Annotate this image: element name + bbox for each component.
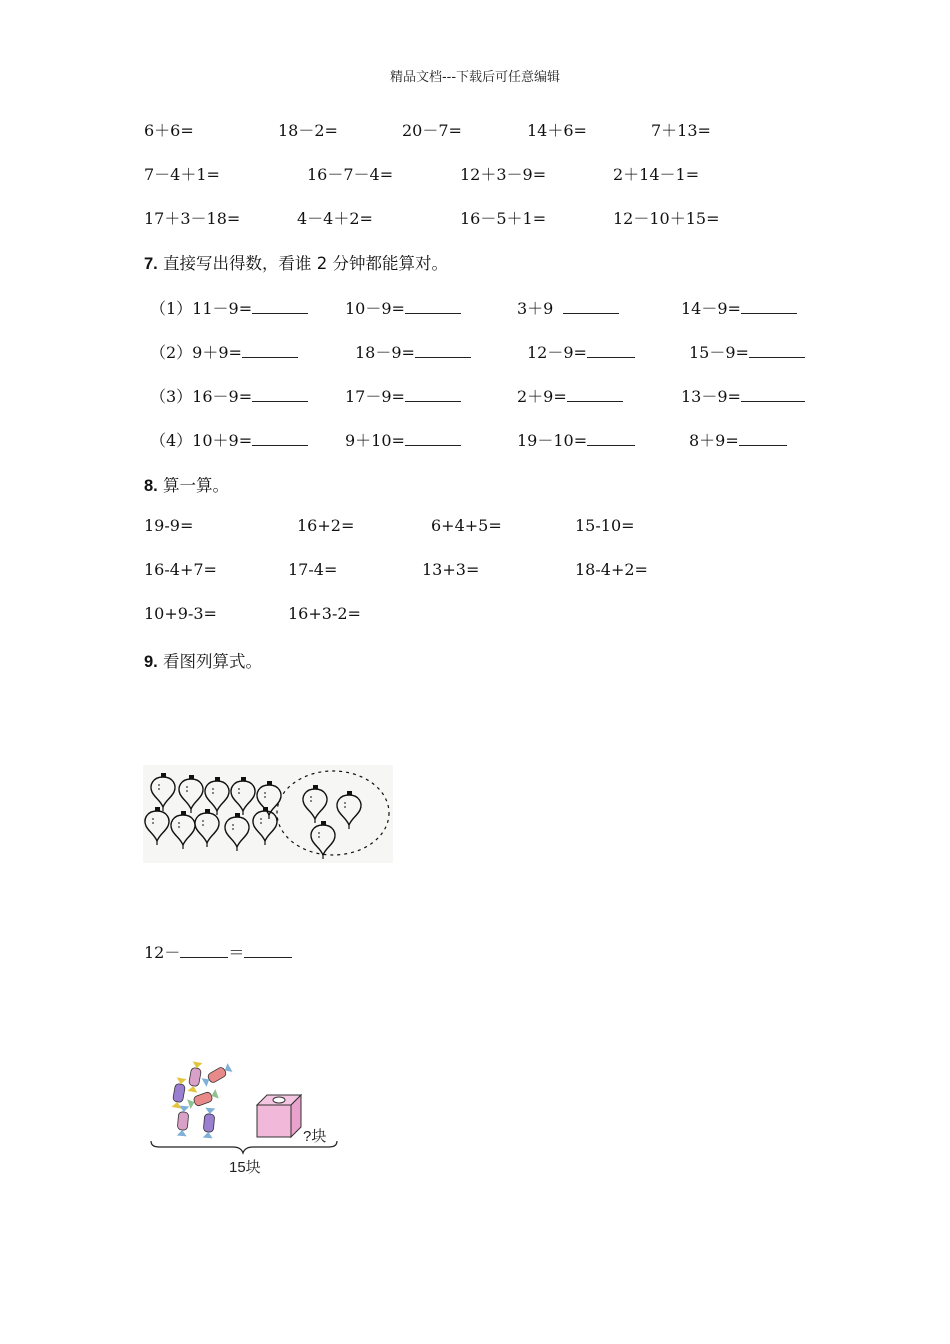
answer-blank[interactable] bbox=[405, 299, 461, 314]
problem: 15－9= bbox=[689, 340, 805, 363]
answer-blank[interactable] bbox=[180, 943, 228, 958]
question-title: 直接写出得数，看谁 2 分钟都能算对。 bbox=[163, 254, 449, 273]
problem: 16-4+7= bbox=[144, 560, 217, 579]
answer-blank[interactable] bbox=[405, 431, 461, 446]
problem: 10－9= bbox=[345, 296, 461, 319]
answer-blank[interactable] bbox=[252, 387, 308, 402]
question-number: 7. bbox=[144, 255, 158, 273]
problem: 14－9= bbox=[681, 296, 797, 319]
equation-start: 12－ bbox=[144, 943, 181, 962]
answer-blank[interactable] bbox=[563, 299, 619, 314]
problem: 12＋3－9= bbox=[460, 165, 547, 184]
problem: 6＋6= bbox=[144, 121, 194, 140]
answer-blank[interactable] bbox=[587, 343, 635, 358]
problem: 8＋9= bbox=[689, 428, 787, 451]
problem: 10+9-3= bbox=[144, 604, 217, 623]
answer-blank[interactable] bbox=[749, 343, 805, 358]
unknown-quantity-label: ?块 bbox=[303, 1128, 327, 1145]
question-title: 算一算。 bbox=[163, 476, 230, 495]
problem: 7＋13= bbox=[651, 121, 711, 140]
total-quantity-label: 15块 bbox=[229, 1159, 261, 1176]
problem: 16－7－4= bbox=[307, 165, 394, 184]
problem: 13－9= bbox=[681, 384, 805, 407]
answer-blank[interactable] bbox=[587, 431, 635, 446]
answer-blank[interactable] bbox=[741, 387, 805, 402]
question-number: 8. bbox=[144, 477, 158, 495]
problem: 13+3= bbox=[422, 560, 480, 579]
problem: 16+3-2= bbox=[288, 604, 361, 623]
answer-blank[interactable] bbox=[415, 343, 471, 358]
problem: （4）10＋9= bbox=[150, 428, 308, 451]
problem: 19-9= bbox=[144, 516, 194, 535]
problem: 2＋14－1= bbox=[613, 165, 700, 184]
answer-blank[interactable] bbox=[242, 343, 298, 358]
problem: 16+2= bbox=[297, 516, 355, 535]
problem: 17＋3－18= bbox=[144, 209, 241, 228]
answer-blank[interactable] bbox=[252, 431, 308, 446]
answer-blank[interactable] bbox=[739, 431, 787, 446]
equation-equals: ＝ bbox=[228, 943, 245, 962]
problem: 15-10= bbox=[575, 516, 635, 535]
problem: 17－9= bbox=[345, 384, 461, 407]
problem: （1）11－9= bbox=[150, 296, 308, 319]
answer-blank[interactable] bbox=[567, 387, 623, 402]
problem: 18－9= bbox=[355, 340, 471, 363]
question-8-heading bbox=[144, 472, 229, 496]
problem: 16－5＋1= bbox=[460, 209, 547, 228]
answer-blank[interactable] bbox=[244, 943, 292, 958]
candy-box-illustration bbox=[143, 1055, 343, 1180]
answer-blank[interactable] bbox=[741, 299, 797, 314]
question-9-heading bbox=[144, 648, 262, 672]
problem: 17-4= bbox=[288, 560, 338, 579]
problem: 2＋9= bbox=[517, 384, 623, 407]
problem: 19－10= bbox=[517, 428, 635, 451]
problem: （2）9＋9= bbox=[150, 340, 298, 363]
problem: （3）16－9= bbox=[150, 384, 308, 407]
equation bbox=[144, 940, 292, 963]
question-title: 看图列算式。 bbox=[163, 652, 263, 671]
problem: 3＋9 bbox=[517, 296, 619, 319]
box-icon bbox=[257, 1095, 301, 1137]
problem: 20－7= bbox=[402, 121, 462, 140]
problem: 12－9= bbox=[527, 340, 635, 363]
candy-icon bbox=[171, 1061, 232, 1138]
problem: 14＋6= bbox=[527, 121, 587, 140]
question-7-heading bbox=[144, 250, 448, 274]
problem: 12－10＋15= bbox=[613, 209, 720, 228]
radish-group-illustration bbox=[143, 765, 393, 863]
problem: 18-4+2= bbox=[575, 560, 648, 579]
problem: 9＋10= bbox=[345, 428, 461, 451]
problem: 4－4＋2= bbox=[297, 209, 373, 228]
answer-blank[interactable] bbox=[252, 299, 308, 314]
question-number: 9. bbox=[144, 653, 158, 671]
page-header: 精品文档---下载后可任意编辑 bbox=[389, 70, 561, 85]
problem: 18－2= bbox=[278, 121, 338, 140]
problem: 7－4＋1= bbox=[144, 165, 220, 184]
answer-blank[interactable] bbox=[405, 387, 461, 402]
problem: 6+4+5= bbox=[431, 516, 502, 535]
